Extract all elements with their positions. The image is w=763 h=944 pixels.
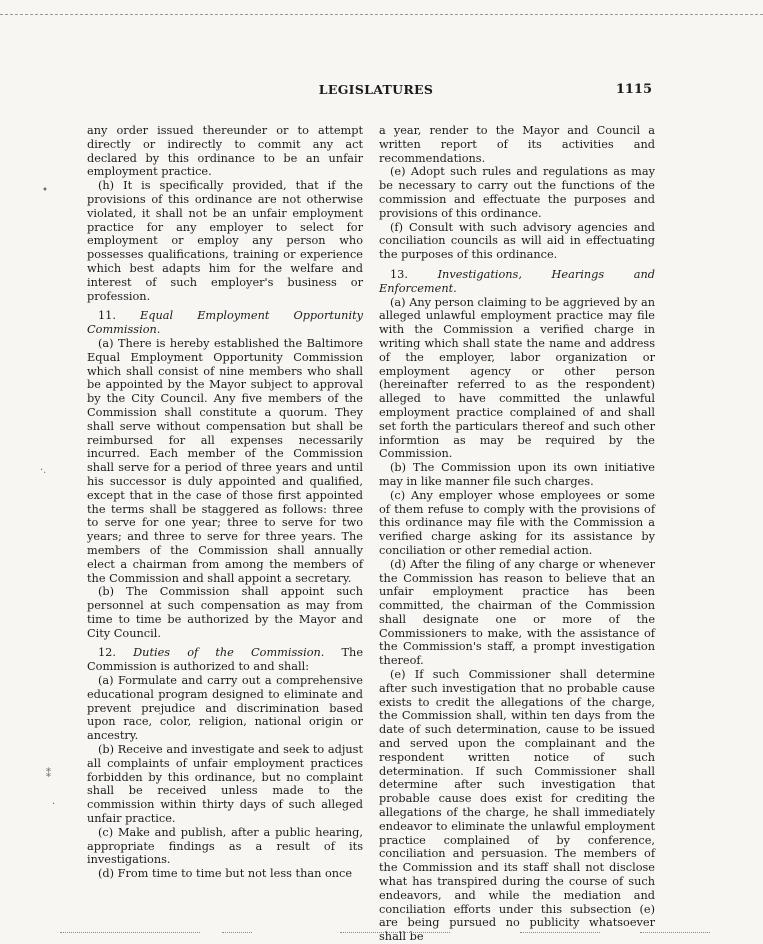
paragraph: (b) Receive and investigate and seek to adjust all complaints of unfair employment practices forbidden by this ordinance, but no complaint shall be received unless made to the commission within thirty days of such alleged unfair practice. <box>87 743 363 826</box>
paragraph: (e) Adopt such rules and regulations as may be necessary to carry out the functions of the commission and effectuate the purposes and provisions of this ordinance. <box>379 165 655 220</box>
section-title: Duties of the Commission. <box>133 646 325 660</box>
paragraph: (d) After the filing of any charge or whenever the Commission has reason to believe that an unfair employment practice has been committed, the chairman of the Commission shall designate one or more of the Commissioners to make, with the assistance of the Commission's staff, a prompt investigation thereof. <box>379 557 655 668</box>
section-number: 12. <box>98 646 116 660</box>
margin-speck: ⁑ <box>46 769 51 780</box>
scan-mark <box>340 932 450 933</box>
paragraph: (h) It is specifically provided, that if the provisions of this ordinance are not otherwise violated, it shall not be an unfair employment practice for any employer to select for employment or employ any person who possesses qualifications, training or experience which best adapts him for the welfare and interest of such employer's business or profession. <box>87 179 363 303</box>
paragraph: (a) Formulate and carry out a comprehensive educational program designed to eliminate and prevent prejudice and discrimination based upon race, color, religion, national origin or ancestry. <box>87 674 363 743</box>
margin-speck: · <box>52 799 56 810</box>
bottom-edge-marks <box>0 928 763 938</box>
paragraph: (a) There is hereby established the Baltimore Equal Employment Opportunity Commission which shall consist of nine members who shall be appointed by the Mayor subject to approval by the City Council. Any five members of the Commission shall constitute a quorum. They shall serve without compensation but shall be reimbursed for all expenses necessarily incurred. Each member of the Commission shall serve for a period of three years and until his successor is duly appointed and qualified, except that in the case of those first appointed the terms shall be staggered as follows: three to serve for one year; three to serve for two years; and three to serve for three years. The members of the Commission shall annually elect a chairman from among the members of the Commission and shall appoint a secretary. <box>87 336 363 585</box>
section-13-heading <box>379 268 655 296</box>
section-title: Equal Employment Opportunity Commission. <box>87 309 363 337</box>
paragraph: (c) Make and publish, after a public hearing, appropriate findings as a result of its investigations. <box>87 825 363 867</box>
section-intro: The Commission is authorized to and shall: <box>87 646 364 674</box>
paragraph: (b) The Commission upon its own initiative may in like manner file such charges. <box>379 461 655 488</box>
paragraph: a year, render to the Mayor and Council a written report of its activities and recommendations. <box>379 124 655 165</box>
section-title: Investigations, Hearings and Enforcement. <box>379 267 656 295</box>
paragraph: (a) Any person claiming to be aggrieved by an alleged unlawful employment practice may file with the Commission a verified charge in writing which shall state the name and address of the employer, labor organization or employment agency or other person (hereinafter referred to as the respondent) alleged to have committed the unlawful employment practice complained of and shall set forth the particulars thereof and such other informtion as may be required by the Commission. <box>379 295 655 461</box>
running-header <box>86 82 666 100</box>
scan-mark <box>640 932 710 933</box>
paragraph: any order issued thereunder or to attempt directly or indirectly to commit any act declared by this ordinance to be an unfair employment practice. <box>87 124 363 179</box>
header-title: LEGISLATURES <box>318 82 434 97</box>
paragraph: (d) From time to time but not less than once <box>98 867 353 881</box>
left-column <box>87 124 363 884</box>
page-number: 1115 <box>615 82 652 97</box>
scan-mark <box>222 932 252 933</box>
margin-speck: ·. <box>40 465 47 476</box>
paragraph: (c) Any employer whose employees or some of them refuse to comply with the provisions of this ordinance may file with the Commission a verified charge asking for its assistance by conciliation or other remedial action. <box>379 488 655 557</box>
scan-mark <box>520 932 600 933</box>
section-12-heading <box>87 646 363 674</box>
section-number: 13. <box>390 267 408 281</box>
paragraph: (e) If such Commissioner shall determine after such investigation that no probable cause exists to credit the allegations of the charge, the Commission shall, within ten days from the date of such determination, cause to be issued and served upon the complainant and the respondent written notice of such determination. If such Commissioner shall determine after such investigation that probable cause does exist for crediting the allegations of the charge, he shall immediately endeavor to eliminate the unlawful employment practice complained of by conference, conciliation and persuasion. The members of the Commission and its staff shall not disclose what has transpired during the course of such endeavors, and while the mediation and conciliation efforts under this subsection (e) are being pursued no publicity whatsoever shall be <box>379 668 655 944</box>
margin-speck: • <box>42 185 48 196</box>
top-edge-rule <box>0 14 763 15</box>
paragraph: (f) Consult with such advisory agencies and conciliation councils as will aid in effectuating the purposes of this ordinance. <box>379 220 655 262</box>
section-11-heading <box>87 309 363 337</box>
right-column <box>379 124 656 944</box>
paragraph: (b) The Commission shall appoint such personnel at such compensation as may from time to time be authorized by the Mayor and City Council. <box>87 585 363 640</box>
section-number: 11. <box>98 309 116 323</box>
scan-mark <box>60 932 200 933</box>
